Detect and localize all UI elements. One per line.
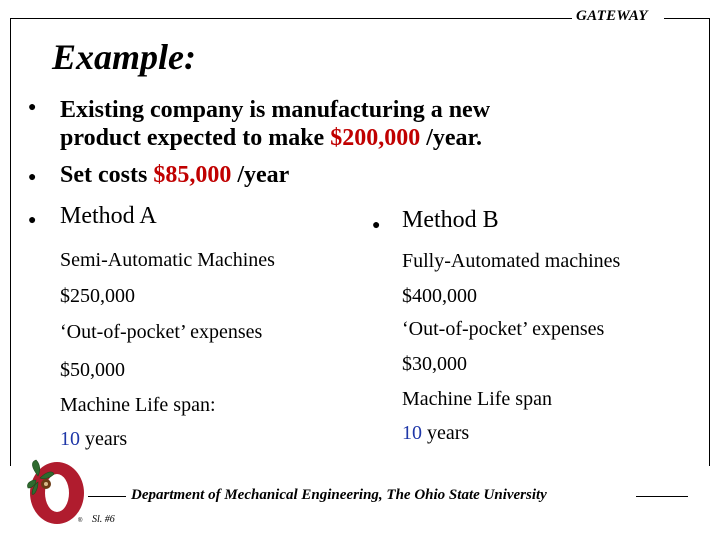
method-a-expense-value: $50,000 [60, 359, 125, 381]
header-label: GATEWAY [576, 8, 648, 24]
footer-department: Department of Mechanical Engineering, The Ohio State University [131, 487, 547, 503]
footer-rule-right [636, 496, 688, 497]
bullet-dot-icon: ● [372, 218, 381, 233]
method-a-expense-label: ‘Out-of-pocket’ expenses [60, 321, 263, 343]
method-b-life [402, 422, 469, 445]
slide-number: Sl. #6 [92, 514, 115, 525]
registered-mark-icon: ® [78, 518, 83, 524]
logo-block-o-inner [45, 474, 69, 512]
header-right-rule [709, 18, 710, 466]
revenue-amount: $200,000 [330, 125, 421, 151]
method-a-life-value: 10 [60, 428, 80, 450]
method-a-heading: Method A [60, 203, 157, 229]
method-b-life-value: 10 [402, 422, 422, 444]
bullet-dot-icon: ● [28, 100, 37, 115]
bullet-revenue-text: Existing company is manufacturing a new product expected to make [60, 97, 491, 151]
buckeye-nut-icon [41, 479, 51, 489]
bullet-dot-icon: ● [28, 170, 37, 185]
method-b-expense-label: ‘Out-of-pocket’ expenses [402, 318, 605, 340]
method-b-heading: Method B [402, 207, 499, 233]
method-b-machine: Fully-Automated machines [402, 250, 621, 272]
method-a-life-unit: years [80, 428, 128, 450]
header-top-rule-left [10, 18, 572, 19]
method-a-machine: Semi-Automatic Machines [60, 249, 275, 271]
method-b-life-unit: years [422, 422, 470, 444]
footer-rule-left [88, 496, 126, 497]
method-b-expense-value: $30,000 [402, 353, 467, 375]
method-b-life-label: Machine Life span [402, 388, 552, 410]
header-left-rule [10, 18, 11, 466]
bullet-revenue-suffix: /year. [420, 125, 482, 151]
bullet-set-costs [60, 161, 289, 189]
bullet-revenue [60, 96, 560, 152]
method-a-life-label: Machine Life span: [60, 394, 216, 416]
bullet-dot-icon: ● [28, 213, 37, 228]
slide-title: Example: [52, 37, 196, 77]
ohio-state-logo [26, 458, 88, 526]
header-top-rule-right [664, 18, 710, 19]
set-costs-amount: $85,000 [153, 162, 232, 188]
set-costs-text: Set costs [60, 162, 154, 188]
method-a-machine-cost: $250,000 [60, 285, 135, 307]
method-b-machine-cost: $400,000 [402, 285, 477, 307]
method-a-life [60, 428, 127, 451]
set-costs-suffix: /year [231, 162, 290, 188]
